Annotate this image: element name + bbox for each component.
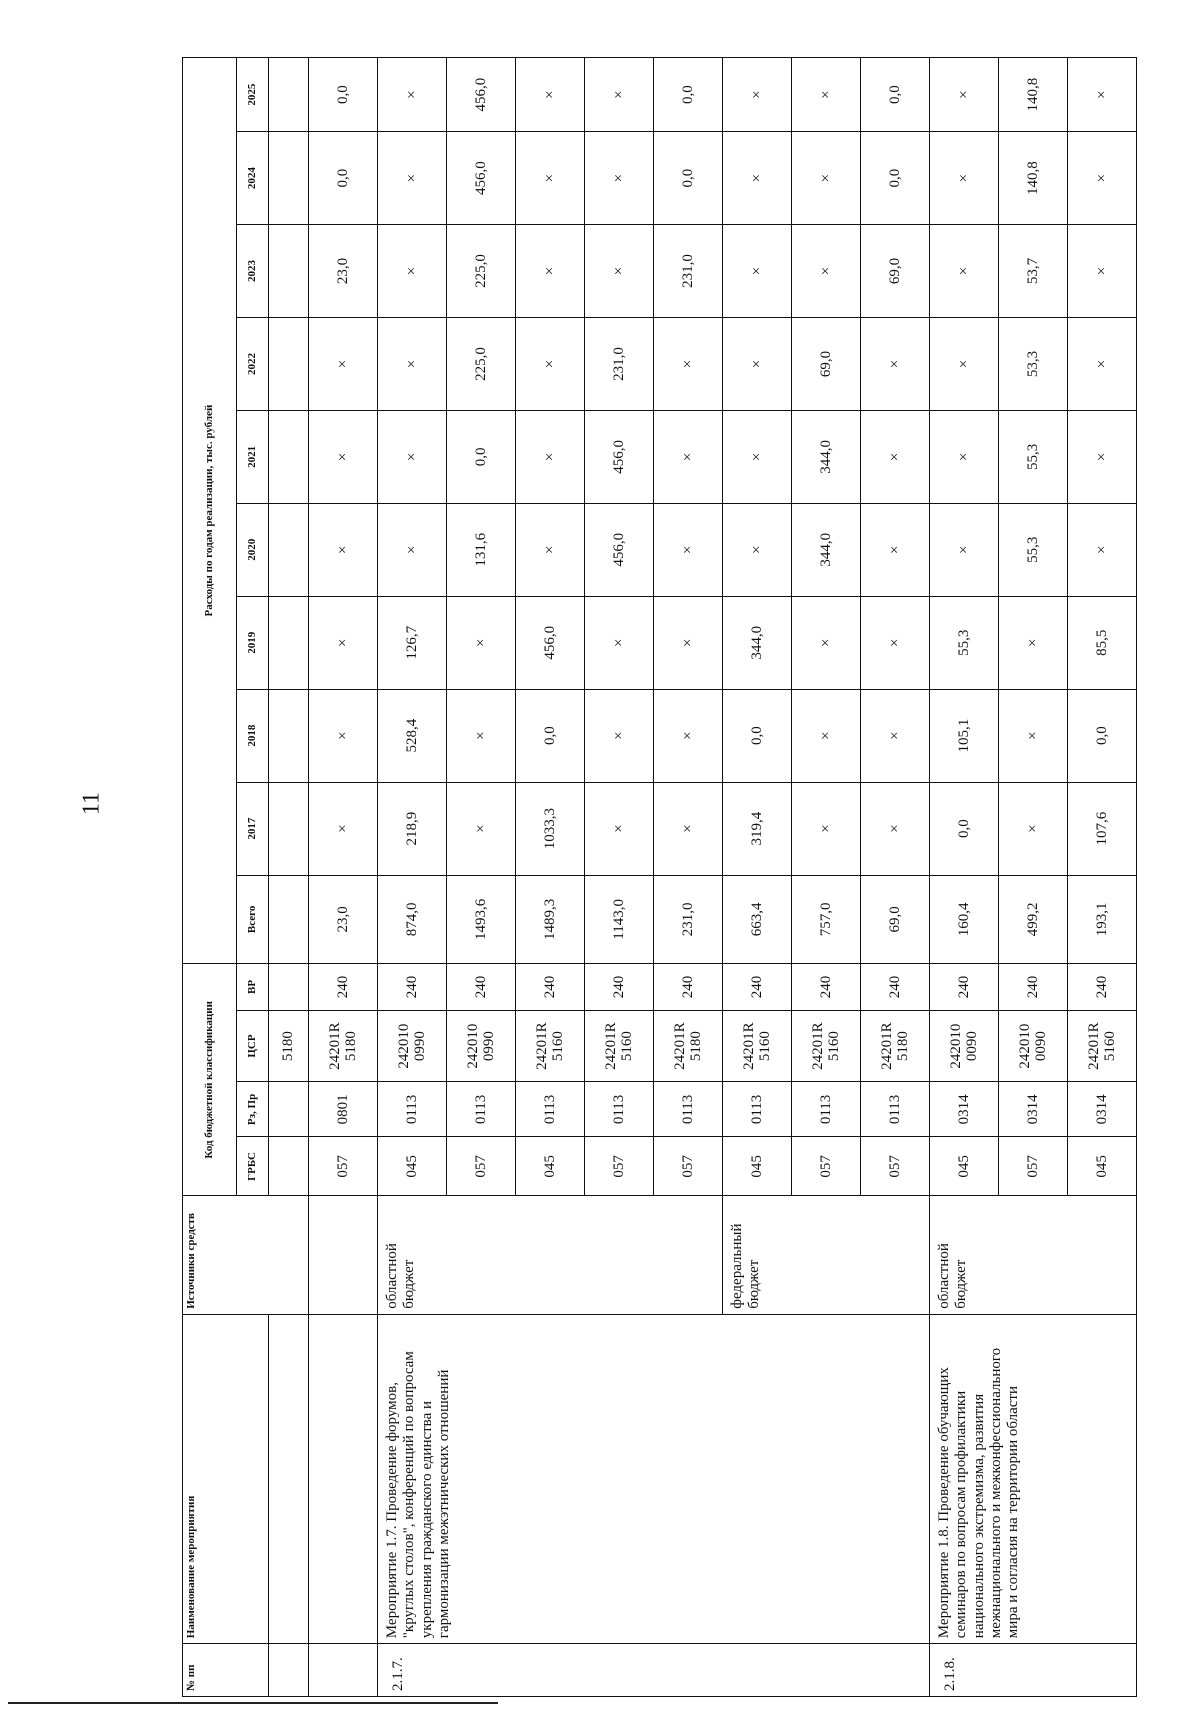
cell-value: × <box>378 410 447 503</box>
cell-csr: 24201R 5160 <box>792 1010 861 1082</box>
header-total: Всего <box>237 875 269 964</box>
cell-vr: 240 <box>723 964 792 1010</box>
cell-value: × <box>309 317 378 410</box>
cell-csr: 24201R 5160 <box>516 1010 585 1082</box>
cell-value: × <box>930 225 999 318</box>
cell-rzpr: 0113 <box>447 1082 516 1137</box>
cell-value: × <box>861 782 930 875</box>
cell-total: 160,4 <box>930 875 999 964</box>
cell-value: × <box>309 689 378 782</box>
cell-value: × <box>516 225 585 318</box>
cell-source-regional: областной бюджет <box>378 1196 723 1314</box>
cell-value: × <box>378 225 447 318</box>
cell-total: 1493,6 <box>447 875 516 964</box>
cell-value: × <box>723 317 792 410</box>
cell-value: × <box>723 58 792 132</box>
cell-value: 0,0 <box>309 58 378 132</box>
table-row <box>309 58 378 1697</box>
header-year: 2022 <box>237 317 269 410</box>
cell-grbs: 057 <box>999 1137 1068 1196</box>
cell-value: × <box>585 689 654 782</box>
cell-value: × <box>309 782 378 875</box>
cell-vr: 240 <box>999 964 1068 1010</box>
cell-value: × <box>861 689 930 782</box>
cell-grbs: 045 <box>1068 1137 1137 1196</box>
cell-value: × <box>585 596 654 689</box>
cell-value: × <box>861 410 930 503</box>
cell-rzpr: 0113 <box>723 1082 792 1137</box>
cell-value: × <box>930 58 999 132</box>
header-name: Наименование мероприятия <box>183 1314 269 1643</box>
cell-value: × <box>861 317 930 410</box>
header-csr: ЦСР <box>237 1010 269 1082</box>
cell-total: 69,0 <box>861 875 930 964</box>
header-rzpr: Рз, Пр <box>237 1082 269 1137</box>
cell-total: 874,0 <box>378 875 447 964</box>
cell-csr: 24201R 5180 <box>309 1010 378 1082</box>
cell-value: 69,0 <box>861 225 930 318</box>
cell-rzpr: 0314 <box>1068 1082 1137 1137</box>
cell-value: × <box>999 689 1068 782</box>
cell-empty <box>269 1082 309 1137</box>
cell-grbs: 045 <box>378 1137 447 1196</box>
cell-total: 231,0 <box>654 875 723 964</box>
cell-rzpr: 0113 <box>861 1082 930 1137</box>
cell-empty <box>269 1644 309 1697</box>
cell-value: × <box>654 689 723 782</box>
cell-value: 231,0 <box>585 317 654 410</box>
cell-value: × <box>447 689 516 782</box>
cell-empty <box>269 875 309 964</box>
cell-value: 140,8 <box>999 132 1068 225</box>
cell-empty <box>269 503 309 596</box>
cell-grbs: 045 <box>516 1137 585 1196</box>
cell-value: 0,0 <box>516 689 585 782</box>
cell-value: × <box>930 317 999 410</box>
cell-activity-no: 2.1.7. <box>378 1644 930 1697</box>
cell-value: × <box>309 596 378 689</box>
cell-empty <box>269 964 309 1010</box>
cell-value: × <box>585 225 654 318</box>
cell-value: 225,0 <box>447 225 516 318</box>
cell-value: × <box>792 596 861 689</box>
cell-value: × <box>861 596 930 689</box>
cell-value: × <box>723 225 792 318</box>
cell-value: × <box>309 410 378 503</box>
cell-rzpr: 0113 <box>585 1082 654 1137</box>
cell-value: × <box>378 132 447 225</box>
cell-value: 105,1 <box>930 689 999 782</box>
cell-value: × <box>516 503 585 596</box>
cell-value: × <box>378 317 447 410</box>
cell-value: 0,0 <box>654 58 723 132</box>
cell-csr: 24201R 5180 <box>654 1010 723 1082</box>
cell-value: × <box>516 58 585 132</box>
cell-value: 456,0 <box>516 596 585 689</box>
cell-value: 456,0 <box>585 410 654 503</box>
cell-empty <box>309 1196 378 1314</box>
header-year: 2023 <box>237 225 269 318</box>
cell-value: 23,0 <box>309 225 378 318</box>
cell-value: 319,4 <box>723 782 792 875</box>
cell-value: × <box>654 596 723 689</box>
cell-value: × <box>585 58 654 132</box>
cell-value: × <box>792 58 861 132</box>
cell-value: × <box>723 503 792 596</box>
header-code-group: Код бюджетной классификации <box>183 964 237 1196</box>
cell-empty <box>269 225 309 318</box>
header-no: № пп <box>183 1644 269 1697</box>
cell-rzpr: 0801 <box>309 1082 378 1137</box>
cell-value: 0,0 <box>654 132 723 225</box>
header-vr: ВР <box>237 964 269 1010</box>
cell-value: × <box>516 132 585 225</box>
cell-value: × <box>654 782 723 875</box>
cell-value: × <box>792 132 861 225</box>
table-row <box>378 58 447 1697</box>
cell-value: 225,0 <box>447 317 516 410</box>
header-year: 2020 <box>237 503 269 596</box>
header-grbs: ГРБС <box>237 1137 269 1196</box>
cell-value: 456,0 <box>447 132 516 225</box>
cell-value: 53,3 <box>999 317 1068 410</box>
cell-value: 107,6 <box>1068 782 1137 875</box>
header-year: 2024 <box>237 132 269 225</box>
cell-empty <box>269 58 309 132</box>
cell-empty <box>269 596 309 689</box>
cell-vr: 240 <box>861 964 930 1010</box>
cell-activity-no: 2.1.8. <box>930 1644 1137 1697</box>
cell-vr: 240 <box>516 964 585 1010</box>
cell-vr: 240 <box>792 964 861 1010</box>
cell-source-federal: федеральный бюджет <box>723 1196 930 1314</box>
cell-value: × <box>1068 317 1137 410</box>
cell-value: × <box>792 689 861 782</box>
cell-value: 69,0 <box>792 317 861 410</box>
cell-value: × <box>378 58 447 132</box>
cell-value: 0,0 <box>309 132 378 225</box>
cell-grbs: 057 <box>447 1137 516 1196</box>
cell-value: × <box>723 410 792 503</box>
cell-vr: 240 <box>654 964 723 1010</box>
cell-csr: 242010 0990 <box>378 1010 447 1082</box>
cell-value: 140,8 <box>999 58 1068 132</box>
cell-csr: 5180 <box>269 1010 309 1082</box>
cell-value: × <box>654 317 723 410</box>
cell-vr: 240 <box>447 964 516 1010</box>
cell-empty <box>269 1137 309 1196</box>
cell-csr: 24201R 5160 <box>585 1010 654 1082</box>
cell-activity-name: Мероприятие 1.7. Проведение форумов, "круглых столов", конференций по вопросам укрепления гражданского единства и гармонизации межэтнических отношений <box>378 1314 930 1643</box>
header-year: 2025 <box>237 58 269 132</box>
cell-total: 1143,0 <box>585 875 654 964</box>
cell-value: 55,3 <box>930 596 999 689</box>
cell-value: × <box>516 317 585 410</box>
cell-value: × <box>516 410 585 503</box>
cell-value: 528,4 <box>378 689 447 782</box>
bottom-rule <box>8 1702 498 1704</box>
cell-grbs: 057 <box>792 1137 861 1196</box>
cell-value: 0,0 <box>861 58 930 132</box>
carry-over-row <box>269 58 309 1697</box>
expenses-table <box>182 57 1137 1697</box>
cell-rzpr: 0113 <box>516 1082 585 1137</box>
cell-value: × <box>447 596 516 689</box>
page-number: 11 <box>78 791 105 816</box>
cell-value: × <box>1068 503 1137 596</box>
cell-empty <box>269 317 309 410</box>
header-expenses-group: Расходы по годам реализации, тыс. рублей <box>183 58 237 964</box>
cell-value: 0,0 <box>447 410 516 503</box>
cell-csr: 24201R 5160 <box>1068 1010 1137 1082</box>
cell-csr: 24201R 5180 <box>861 1010 930 1082</box>
cell-empty <box>269 1314 309 1643</box>
cell-value: 0,0 <box>1068 689 1137 782</box>
cell-value: 0,0 <box>930 782 999 875</box>
cell-value: × <box>447 782 516 875</box>
cell-grbs: 045 <box>723 1137 792 1196</box>
cell-rzpr: 0314 <box>930 1082 999 1137</box>
cell-value: × <box>723 132 792 225</box>
cell-vr: 240 <box>585 964 654 1010</box>
cell-value: × <box>930 503 999 596</box>
cell-value: 126,7 <box>378 596 447 689</box>
cell-value: × <box>999 782 1068 875</box>
cell-grbs: 057 <box>654 1137 723 1196</box>
cell-total: 757,0 <box>792 875 861 964</box>
cell-value: 344,0 <box>792 410 861 503</box>
cell-grbs: 057 <box>309 1137 378 1196</box>
header-year: 2017 <box>237 782 269 875</box>
cell-rzpr: 0314 <box>999 1082 1068 1137</box>
cell-vr: 240 <box>930 964 999 1010</box>
cell-value: × <box>378 503 447 596</box>
header-year: 2019 <box>237 596 269 689</box>
cell-total: 193,1 <box>1068 875 1137 964</box>
cell-value: × <box>654 503 723 596</box>
cell-value: × <box>861 503 930 596</box>
cell-empty <box>309 1644 378 1697</box>
cell-value: × <box>930 132 999 225</box>
cell-value: × <box>930 410 999 503</box>
cell-total: 663,4 <box>723 875 792 964</box>
cell-grbs: 057 <box>861 1137 930 1196</box>
cell-value: 0,0 <box>723 689 792 782</box>
cell-value: 456,0 <box>447 58 516 132</box>
rotated-table-container <box>182 57 1137 1697</box>
cell-empty <box>269 689 309 782</box>
cell-value: 55,3 <box>999 503 1068 596</box>
table-row <box>930 58 999 1697</box>
cell-value: × <box>585 782 654 875</box>
cell-value: 456,0 <box>585 503 654 596</box>
cell-empty <box>309 1314 378 1643</box>
cell-total: 499,2 <box>999 875 1068 964</box>
cell-rzpr: 0113 <box>792 1082 861 1137</box>
cell-csr: 24201R 5160 <box>723 1010 792 1082</box>
cell-csr: 242010 0090 <box>999 1010 1068 1082</box>
cell-value: × <box>792 225 861 318</box>
cell-grbs: 045 <box>930 1137 999 1196</box>
cell-total: 1489,3 <box>516 875 585 964</box>
cell-empty <box>269 132 309 225</box>
cell-rzpr: 0113 <box>654 1082 723 1137</box>
cell-value: × <box>792 782 861 875</box>
cell-value: × <box>1068 58 1137 132</box>
cell-empty <box>269 782 309 875</box>
cell-value: 55,3 <box>999 410 1068 503</box>
cell-value: × <box>585 132 654 225</box>
cell-grbs: 057 <box>585 1137 654 1196</box>
cell-value: × <box>1068 225 1137 318</box>
cell-csr: 242010 0990 <box>447 1010 516 1082</box>
header-year: 2018 <box>237 689 269 782</box>
cell-value: 1033,3 <box>516 782 585 875</box>
cell-value: × <box>309 503 378 596</box>
header-row-1 <box>183 58 237 1697</box>
cell-value: × <box>654 410 723 503</box>
header-year: 2021 <box>237 410 269 503</box>
cell-vr: 240 <box>1068 964 1137 1010</box>
cell-rzpr: 0113 <box>378 1082 447 1137</box>
cell-value: 344,0 <box>723 596 792 689</box>
cell-value: 0,0 <box>861 132 930 225</box>
cell-empty <box>269 410 309 503</box>
cell-value: × <box>1068 410 1137 503</box>
cell-value: 231,0 <box>654 225 723 318</box>
cell-total: 23,0 <box>309 875 378 964</box>
cell-value: 218,9 <box>378 782 447 875</box>
header-source: Источники средств <box>183 1196 309 1314</box>
cell-value: 344,0 <box>792 503 861 596</box>
cell-value: 53,7 <box>999 225 1068 318</box>
cell-value: × <box>999 596 1068 689</box>
cell-value: 131,6 <box>447 503 516 596</box>
cell-csr: 242010 0090 <box>930 1010 999 1082</box>
cell-vr: 240 <box>378 964 447 1010</box>
cell-value: × <box>1068 132 1137 225</box>
cell-source-regional: областной бюджет <box>930 1196 1137 1314</box>
cell-vr: 240 <box>309 964 378 1010</box>
cell-activity-name: Мероприятие 1.8. Проведение обучающих семинаров по вопросам профилактики национального экстремизма, развития межнационального и межконфессионального мира и согласия на территории области <box>930 1314 1137 1643</box>
cell-value: 85,5 <box>1068 596 1137 689</box>
